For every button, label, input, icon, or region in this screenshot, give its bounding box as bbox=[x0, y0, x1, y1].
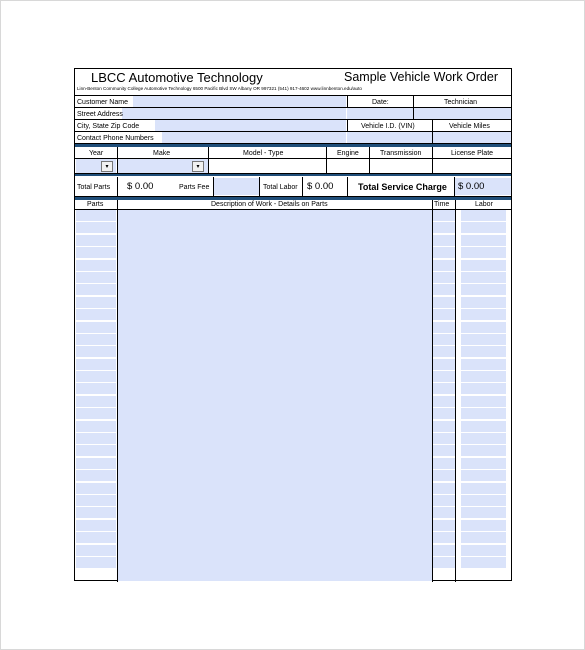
time-entries bbox=[433, 210, 455, 569]
time-entry[interactable] bbox=[433, 371, 455, 382]
parts-entry[interactable] bbox=[76, 458, 116, 469]
parts-entry[interactable] bbox=[76, 235, 116, 246]
vehicle-miles-label: Vehicle Miles bbox=[449, 123, 490, 130]
school-title: LBCC Automotive Technology bbox=[91, 70, 263, 85]
parts-entry[interactable] bbox=[76, 334, 116, 345]
parts-column-header: Parts bbox=[87, 201, 104, 208]
parts-entry[interactable] bbox=[76, 284, 116, 295]
year-dropdown-icon[interactable]: ▾ bbox=[101, 161, 113, 172]
parts-entry[interactable] bbox=[76, 470, 116, 481]
parts-entry[interactable] bbox=[76, 322, 116, 333]
date-field[interactable] bbox=[347, 108, 413, 119]
parts-entry[interactable] bbox=[76, 507, 116, 518]
work-order-form bbox=[74, 68, 512, 581]
time-entry[interactable] bbox=[433, 309, 455, 320]
engine-field[interactable] bbox=[327, 159, 369, 173]
vin-label: Vehicle I.D. (VIN) bbox=[361, 123, 415, 130]
engine-label: Engine bbox=[337, 150, 359, 157]
time-entry[interactable] bbox=[433, 222, 455, 233]
labor-entry[interactable] bbox=[461, 297, 506, 308]
time-entry[interactable] bbox=[433, 507, 455, 518]
time-entry[interactable] bbox=[433, 520, 455, 531]
parts-entry[interactable] bbox=[76, 346, 116, 357]
transmission-field[interactable] bbox=[370, 159, 432, 173]
parts-entry[interactable] bbox=[76, 520, 116, 531]
description-of-work-field[interactable] bbox=[118, 210, 432, 581]
time-entry[interactable] bbox=[433, 470, 455, 481]
labor-entry[interactable] bbox=[461, 557, 506, 568]
time-entry[interactable] bbox=[433, 297, 455, 308]
time-entry[interactable] bbox=[433, 272, 455, 283]
time-entry[interactable] bbox=[433, 483, 455, 494]
year-label: Year bbox=[89, 150, 104, 157]
parts-entry[interactable] bbox=[76, 445, 116, 456]
parts-entry[interactable] bbox=[76, 557, 116, 568]
parts-fee-field[interactable] bbox=[214, 178, 259, 195]
parts-entry[interactable] bbox=[76, 309, 116, 320]
city-state-zip-label: City, State Zip Code bbox=[77, 123, 140, 130]
model-type-field[interactable] bbox=[208, 159, 326, 173]
labor-entry[interactable] bbox=[461, 545, 506, 556]
time-entry[interactable] bbox=[433, 433, 455, 444]
labor-entry[interactable] bbox=[461, 520, 506, 531]
parts-fee-label: Parts Fee bbox=[179, 184, 210, 191]
license-plate-field[interactable] bbox=[433, 159, 511, 173]
labor-entry[interactable] bbox=[461, 532, 506, 543]
document-title: Sample Vehicle Work Order bbox=[344, 70, 498, 84]
vehicle-miles-field[interactable] bbox=[433, 132, 511, 143]
parts-entry[interactable] bbox=[76, 210, 116, 221]
time-entry[interactable] bbox=[433, 284, 455, 295]
parts-entry[interactable] bbox=[76, 222, 116, 233]
model-type-label: Model - Type bbox=[243, 150, 284, 157]
time-entry[interactable] bbox=[433, 334, 455, 345]
labor-entry[interactable] bbox=[461, 396, 506, 407]
parts-entry[interactable] bbox=[76, 545, 116, 556]
labor-entry[interactable] bbox=[461, 507, 506, 518]
make-label: Make bbox=[153, 150, 171, 157]
time-entry[interactable] bbox=[433, 383, 455, 394]
work-divider bbox=[75, 197, 511, 200]
parts-entries bbox=[76, 210, 116, 569]
time-entry[interactable] bbox=[433, 445, 455, 456]
time-entry[interactable] bbox=[433, 545, 455, 556]
license-plate-label: License Plate bbox=[451, 150, 494, 157]
parts-entry[interactable] bbox=[76, 297, 116, 308]
labor-entry[interactable] bbox=[461, 383, 506, 394]
labor-entry[interactable] bbox=[461, 483, 506, 494]
time-entry[interactable] bbox=[433, 247, 455, 258]
labor-entry[interactable] bbox=[461, 421, 506, 432]
address-line: Linn-Benton Community College Automotive Technology 6500 Pacific Blvd SW Albany OR 997321 (541) 917-4602 www.linnbenton.edu/auto bbox=[77, 86, 362, 91]
parts-entry[interactable] bbox=[76, 483, 116, 494]
totals-divider bbox=[75, 174, 511, 176]
time-column-header: Time bbox=[434, 201, 450, 208]
total-parts-label: Total Parts bbox=[77, 184, 111, 191]
time-entry[interactable] bbox=[433, 260, 455, 271]
section-divider bbox=[75, 144, 511, 147]
parts-entry[interactable] bbox=[76, 359, 116, 370]
time-entry[interactable] bbox=[433, 359, 455, 370]
time-entry[interactable] bbox=[433, 495, 455, 506]
labor-entry[interactable] bbox=[461, 495, 506, 506]
labor-entry[interactable] bbox=[461, 458, 506, 469]
parts-entry[interactable] bbox=[76, 408, 116, 419]
labor-entry[interactable] bbox=[461, 210, 506, 221]
time-entry[interactable] bbox=[433, 408, 455, 419]
contact-phone-field[interactable] bbox=[162, 132, 346, 143]
time-entry[interactable] bbox=[433, 557, 455, 568]
labor-entry[interactable] bbox=[461, 433, 506, 444]
parts-entry[interactable] bbox=[76, 260, 116, 271]
time-entry[interactable] bbox=[433, 346, 455, 357]
labor-entry[interactable] bbox=[461, 260, 506, 271]
parts-entry[interactable] bbox=[76, 421, 116, 432]
labor-entry[interactable] bbox=[461, 284, 506, 295]
technician-field[interactable] bbox=[414, 108, 511, 119]
city-state-zip-field[interactable] bbox=[155, 120, 346, 131]
parts-entry[interactable] bbox=[76, 495, 116, 506]
total-service-charge-value: $ 0.00 bbox=[458, 181, 485, 192]
total-parts-value: $ 0.00 bbox=[127, 181, 154, 192]
labor-entry[interactable] bbox=[461, 322, 506, 333]
street-address-label: Street Address bbox=[77, 111, 123, 118]
labor-entry[interactable] bbox=[461, 359, 506, 370]
date-label: Date: bbox=[372, 99, 389, 106]
time-entry[interactable] bbox=[433, 322, 455, 333]
labor-entry[interactable] bbox=[461, 346, 506, 357]
labor-column-header: Labor bbox=[475, 201, 493, 208]
labor-entry[interactable] bbox=[461, 470, 506, 481]
labor-entry[interactable] bbox=[461, 235, 506, 246]
labor-entry[interactable] bbox=[461, 247, 506, 258]
labor-entry[interactable] bbox=[461, 371, 506, 382]
labor-entry[interactable] bbox=[461, 272, 506, 283]
parts-entry[interactable] bbox=[76, 247, 116, 258]
parts-entry[interactable] bbox=[76, 272, 116, 283]
time-entry[interactable] bbox=[433, 458, 455, 469]
labor-entry[interactable] bbox=[461, 309, 506, 320]
labor-entry[interactable] bbox=[461, 334, 506, 345]
labor-entry[interactable] bbox=[461, 222, 506, 233]
parts-entry[interactable] bbox=[76, 433, 116, 444]
vin-field[interactable] bbox=[347, 132, 432, 143]
time-entry[interactable] bbox=[433, 532, 455, 543]
labor-entry[interactable] bbox=[461, 408, 506, 419]
time-entry[interactable] bbox=[433, 235, 455, 246]
description-column-header: Description of Work - Details on Parts bbox=[211, 201, 328, 208]
total-service-charge-label: Total Service Charge bbox=[358, 182, 447, 192]
transmission-label: Transmission bbox=[380, 150, 422, 157]
total-labor-value: $ 0.00 bbox=[307, 181, 334, 192]
street-address-field[interactable] bbox=[122, 108, 346, 119]
parts-entry[interactable] bbox=[76, 383, 116, 394]
customer-name-field[interactable] bbox=[133, 96, 346, 107]
make-dropdown-icon[interactable]: ▾ bbox=[192, 161, 204, 172]
technician-label: Technician bbox=[444, 99, 478, 106]
total-labor-label: Total Labor bbox=[263, 184, 298, 191]
time-entry[interactable] bbox=[433, 396, 455, 407]
parts-entry[interactable] bbox=[76, 396, 116, 407]
labor-entry[interactable] bbox=[461, 445, 506, 456]
customer-name-label: Customer Name bbox=[77, 99, 128, 106]
labor-entries bbox=[461, 210, 506, 569]
parts-entry[interactable] bbox=[76, 371, 116, 382]
parts-entry[interactable] bbox=[76, 532, 116, 543]
time-entry[interactable] bbox=[433, 210, 455, 221]
contact-phone-label: Contact Phone Numbers bbox=[77, 135, 154, 142]
time-entry[interactable] bbox=[433, 421, 455, 432]
